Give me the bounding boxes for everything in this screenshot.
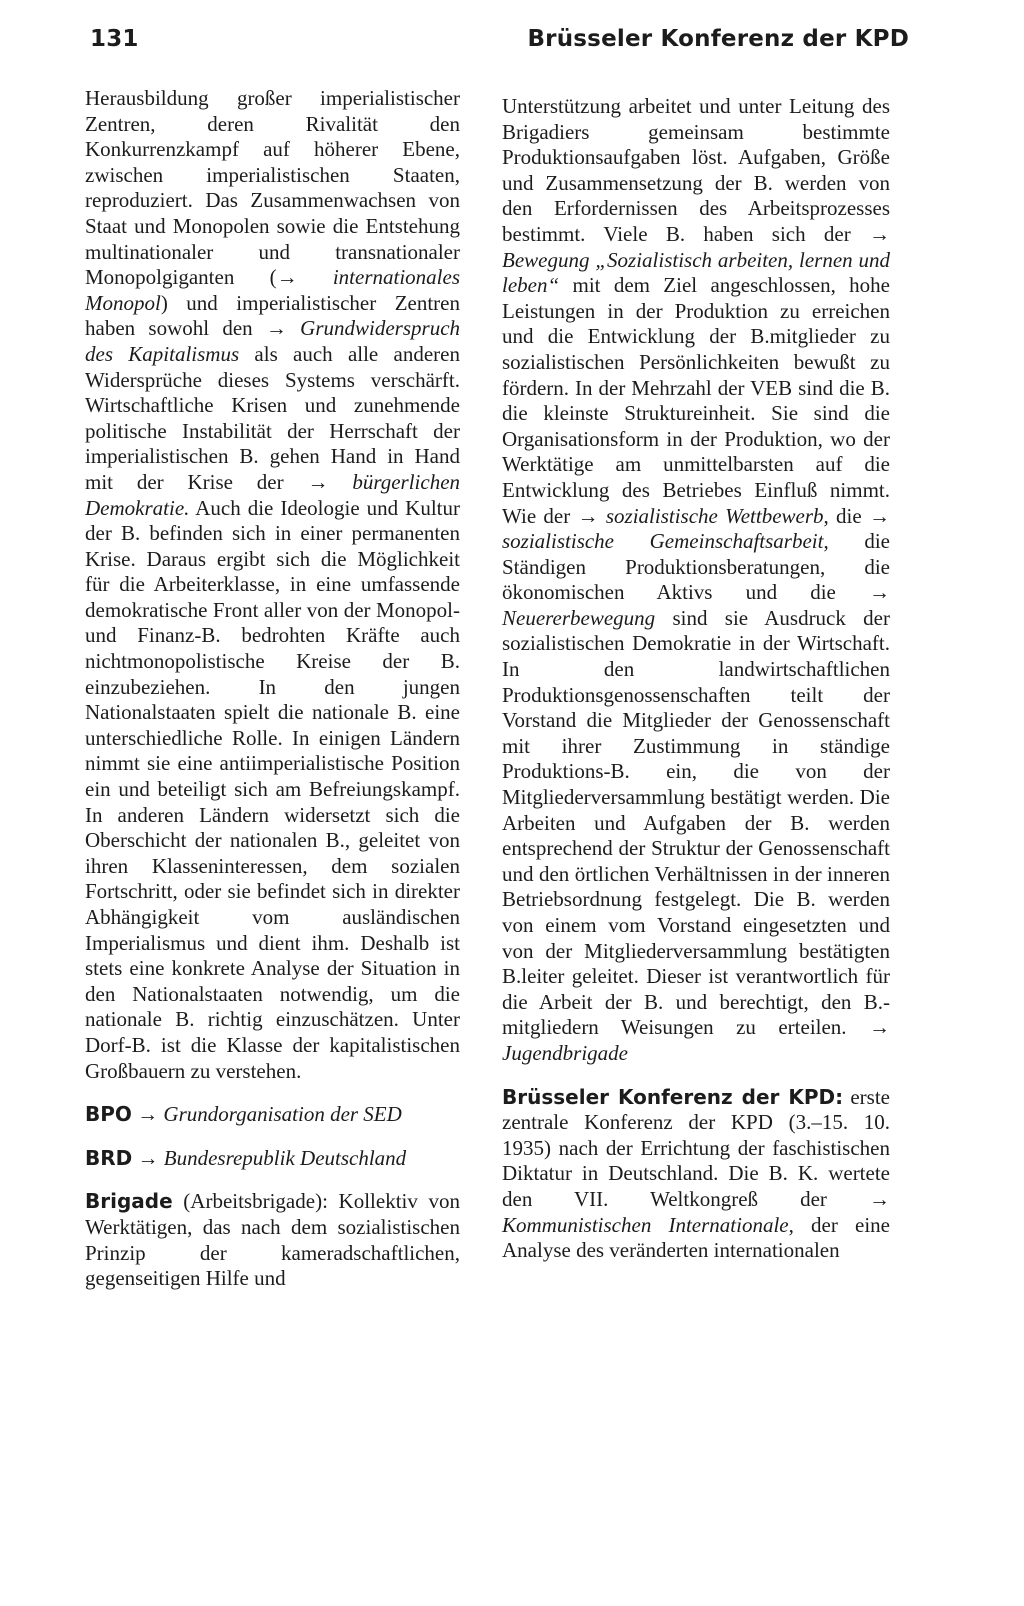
arrow-icon: → bbox=[869, 1015, 890, 1040]
bourgeoisie-entry-continuation bbox=[85, 86, 460, 1084]
body-text: , die Ständigen Produktionsberatungen, die ökonomischen Aktivs und die bbox=[502, 529, 890, 605]
body-text: Unterstützung arbeitet und unter Leitung des Brigadiers gemeinsam bestimmte Produktionsaufgaben löst. Aufgaben, Größe und Zusammensetzung der B. werden von den Erfordernissen des Arbeitsprozesses bestimmt. Viele B. haben sich der bbox=[502, 94, 890, 246]
body-text: mit dem Ziel angeschlossen, hohe Leistungen in der Produktion zu erreichen und die Entwicklung der B.mitglieder zu sozialistischen Persönlichkeiten bewußt zu fördern. In der Mehrzahl der VEB sind die B. die kleinste Struktureinheit. Sie sind die Organisationsform in der Produktion, wo der Werktätige am unmittelbarsten auf die Entwicklung des Betriebes Einfluß nimmt. Wie der bbox=[502, 273, 890, 528]
arrow-icon: → bbox=[577, 503, 606, 528]
brigade-entry-continuation bbox=[502, 94, 890, 1067]
headword: Brüsseler Konferenz der KPD: bbox=[502, 1084, 844, 1109]
body-text: (Arbeitsbrigade): Kollektiv von Werktätigen, das nach dem sozialistischen Prinzip der kameradschaftlichen, gegenseitigen Hilfe und bbox=[85, 1189, 460, 1291]
arrow-icon: → bbox=[132, 1145, 164, 1170]
entry-bpo bbox=[85, 1102, 460, 1128]
left-column bbox=[85, 86, 460, 1292]
body-text: erste zentrale Konferenz der KPD (3.–15. 10. 1935) nach der Errichtung der faschistischen Diktatur in Deutschland. Die B. K. wertete den VII. Weltkongreß der bbox=[502, 1084, 890, 1211]
body-text: Auch die Ideologie und Kultur der B. befinden sich in einer permanenten Krise. Daraus ergibt sich die Möglichkeit für die Arbeiterklasse, in eine umfassende demokratische Front aller von der Monopol- und Finanz-B. bedrohten Kräfte auch nichtmonopolistische Kreise der B. einzubeziehen. In den jungen Nationalstaaten spielt die nationale B. eine unterschiedliche Rolle. In einigen Ländern nimmt sie eine antiimperialistische Position ein und beteiligt sich am Befreiungskampf. In anderen Ländern widersetzt sich die Oberschicht der nationalen B., geleitet von ihren Klasseninteressen, dem sozialen Fortschritt, oder sie befindet sich in direkter Abhängigkeit vom ausländischen Imperialismus und dient ihm. Deshalb ist stets eine konkrete Analyse der Situation in den Nationalstaaten notwendig, um die nationale B. richtig einzuschätzen. Unter Dorf-B. ist die Klasse der kapitalistischen Großbauern zu verstehen. bbox=[85, 495, 460, 1083]
cross-reference-kommunistische-internationale: → Kommunistischen Internationale bbox=[502, 1186, 890, 1237]
entry-brigade bbox=[85, 1189, 460, 1291]
body-text: , die bbox=[823, 503, 870, 528]
cross-reference-internationales-monopol: → internationales Monopol bbox=[85, 265, 461, 315]
headword: BRD bbox=[85, 1145, 133, 1170]
cross-reference-buergerliche-demokratie: → bürgerlichen Demokratie. bbox=[85, 469, 461, 520]
arrow-icon: → bbox=[869, 503, 891, 528]
body-text: Herausbildung großer imperialistischer Zentren, deren Rivalität den Konkurrenzkampf auf höherer Ebene, zwischen imperialistischen Staaten, reproduziert. Das Zusammenwachsen von Staat und Monopolen sowie die Entstehung multinationaler und transnationaler Monopolgiganten ( bbox=[85, 86, 460, 290]
arrow-icon: → bbox=[307, 469, 353, 494]
right-column bbox=[502, 94, 890, 1264]
body-text: , der eine Analyse des veränderten internationalen bbox=[502, 1212, 890, 1263]
arrow-icon: → bbox=[265, 316, 301, 341]
cross-reference-neuererbewegung: → Neuererbewegung bbox=[502, 580, 890, 630]
cross-reference-gemeinschaftsarbeit: → sozialistische Gemeinschaftsarbeit bbox=[502, 503, 891, 554]
cross-reference: Bundesrepublik Deutschland bbox=[163, 1145, 407, 1170]
arrow-icon: → bbox=[131, 1102, 164, 1127]
cross-reference: Grundorganisation der SED bbox=[163, 1102, 402, 1127]
body-text: ) und imperialistischer Zentren haben sowohl den bbox=[85, 290, 460, 341]
page-number: 131 bbox=[90, 26, 139, 52]
headword: Brigade bbox=[85, 1189, 173, 1214]
cross-reference-bewegung: → Bewegung „Sozialistisch arbeiten, lernen und leben“ bbox=[502, 221, 890, 298]
cross-reference-jugendbrigade: → Jugendbrigade bbox=[502, 1015, 890, 1065]
arrow-icon: → bbox=[869, 580, 890, 605]
entry-brd bbox=[85, 1146, 460, 1172]
arrow-icon: → bbox=[869, 221, 890, 246]
arrow-icon: → bbox=[869, 1186, 890, 1211]
arrow-icon: → bbox=[276, 265, 333, 290]
running-title: Brüsseler Konferenz der KPD bbox=[527, 26, 909, 52]
cross-reference-wettbewerb: → sozialistische Wettbewerb bbox=[577, 503, 824, 528]
cross-reference-grundwiderspruch: → Grundwiderspruch des Kapitalismus bbox=[85, 316, 461, 366]
entry-bruesseler-konferenz bbox=[502, 1085, 890, 1264]
headword: BPO bbox=[85, 1102, 132, 1127]
body-text: sind sie Ausdruck der sozialistischen Demokratie in der Wirtschaft. In den landwirtschaftlichen Produktionsgenossenschaften teilt der Vorstand die Mitglieder der Genossenschaft mit ihrer Zustimmung in ständige Produktions-B. ein, die von der Mitgliederversammlung bestätigt werden. Die Arbeiten und Aufgaben der B. werden entsprechend der Struktur der Genossenschaft und den örtlichen Verhältnissen in der inneren Betriebsordnung festgelegt. Die B. werden von einem vom Vorstand eingesetzten und von der Mitgliederversammlung bestätigten B.leiter geleitet. Dieser ist verantwortlich für die Arbeit der B. und berechtigt, den B.-mitgliedern Weisungen zu erteilen. bbox=[502, 605, 890, 1040]
body-text: als auch alle anderen Widersprüche dieses Systems verschärft. Wirtschaftliche Krisen und zunehmende politische Instabilität der Herrschaft der imperialistischen B. gehen Hand in Hand mit der Krise der bbox=[85, 341, 460, 494]
